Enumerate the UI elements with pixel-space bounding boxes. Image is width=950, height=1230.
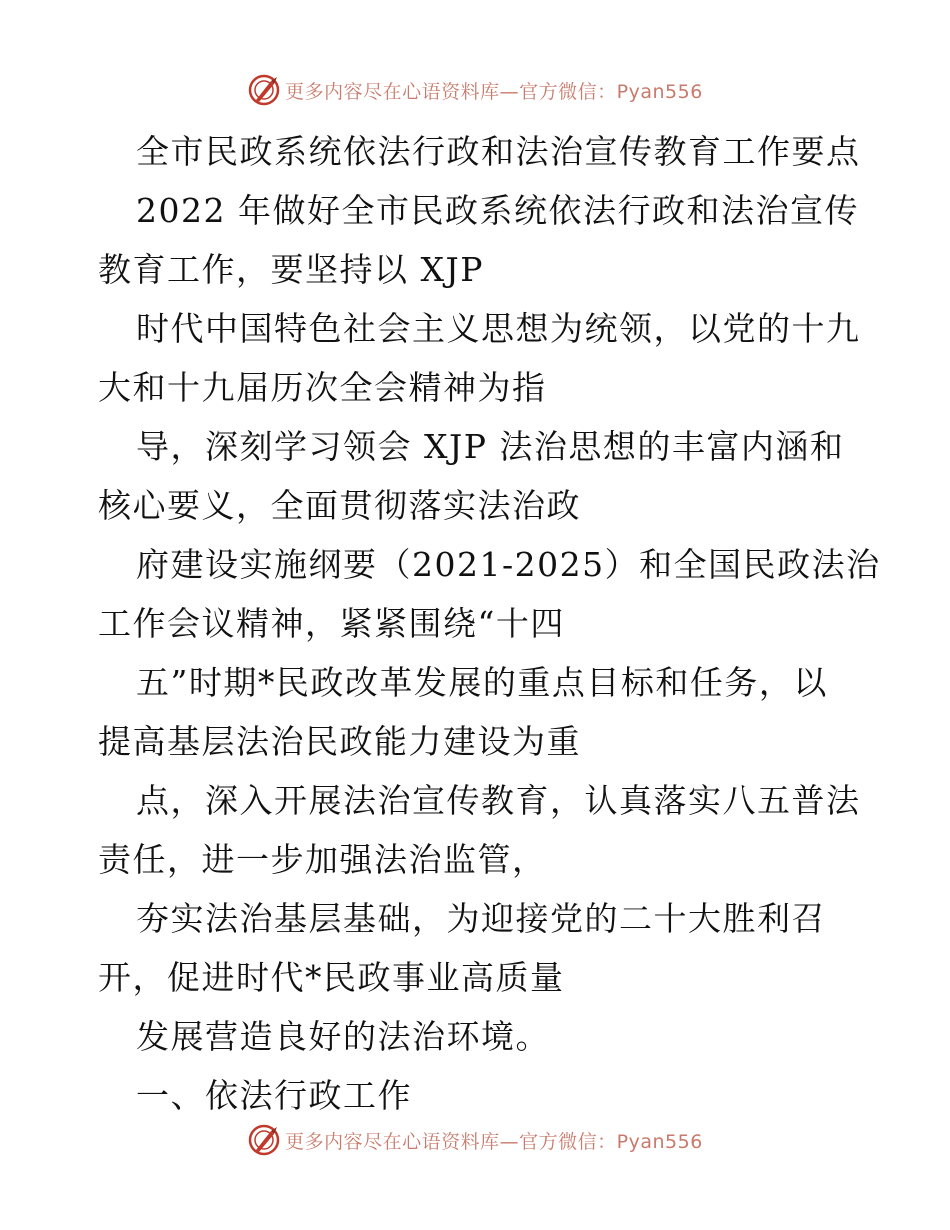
document-body — [98, 122, 881, 1125]
header-watermark-banner — [0, 70, 950, 110]
document-line: 工作会议精神，紧紧围绕“十四 — [98, 604, 565, 643]
footer-watermark-banner — [0, 1120, 950, 1160]
document-line: 责任，进一步加强法治监管， — [98, 840, 547, 879]
document-line: 全市民政系统依法行政和法治宣传教育工作要点 — [136, 132, 861, 171]
document-line: 时代中国特色社会主义思想为统领，以党的十九 — [136, 309, 861, 348]
document-line: 提高基层法治民政能力建设为重 — [98, 722, 581, 761]
document-line: 开，促进时代*民政事业高质量 — [98, 958, 565, 997]
document-line: 夯实法治基层基础，为迎接党的二十大胜利召 — [136, 899, 826, 938]
document-line: 发展营造良好的法治环境。 — [136, 1017, 550, 1056]
document-line: 核心要义，全面贯彻落实法治政 — [98, 486, 581, 525]
quill-pen-logo-icon — [247, 73, 281, 107]
document-line: 大和十九届历次全会精神为指 — [98, 368, 547, 407]
document-line: 五”时期*民政改革发展的重点目标和任务，以 — [136, 663, 828, 702]
document-line: 2022 年做好全市民政系统依法行政和法治宣传 — [136, 191, 859, 230]
document-line: 导，深刻学习领会 XJP 法治思想的丰富内涵和 — [136, 427, 845, 466]
document-line: 府建设实施纲要（2021-2025）和全国民政法治 — [136, 545, 881, 584]
watermark-text: 更多内容尽在心语资料库—官方微信：Pyan556 — [285, 1130, 703, 1153]
document-line: 教育工作，要坚持以 XJP — [98, 250, 484, 289]
watermark-text: 更多内容尽在心语资料库—官方微信：Pyan556 — [285, 80, 703, 103]
quill-pen-logo-icon — [247, 1123, 281, 1157]
document-line: 点，深入开展法治宣传教育，认真落实八五普法 — [136, 781, 861, 820]
document-line: 一、依法行政工作 — [136, 1076, 412, 1115]
